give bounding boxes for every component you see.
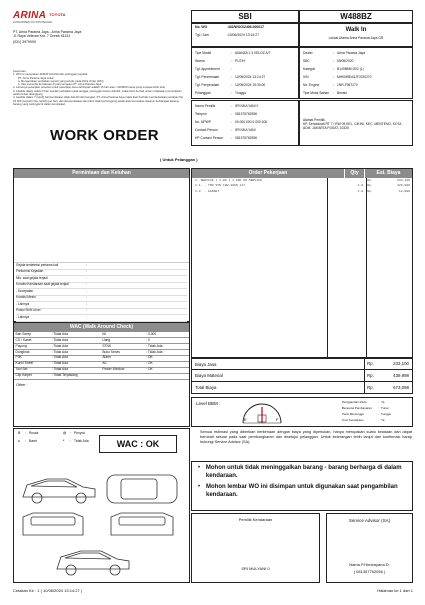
service-option	[342, 418, 412, 424]
vehicle-field-row	[303, 58, 409, 66]
vehicle-field-row	[303, 82, 409, 90]
document-title: WORK ORDER	[50, 127, 159, 144]
bullet-icon: •	[198, 484, 201, 490]
vehicle-field-value: B1408BM-G02 (1)	[337, 66, 364, 71]
complaint-text-area[interactable]	[14, 178, 189, 263]
contact-field-label: Nama Pemilik	[195, 103, 216, 108]
complaint-field-colon: :	[86, 301, 87, 306]
service-option-colon: :	[378, 412, 379, 417]
contact-field-colon: :	[231, 135, 232, 140]
svg-text:F: F	[276, 417, 279, 422]
wac-item-value: : Tidak Ada	[50, 332, 101, 337]
contact-info-left	[191, 100, 299, 146]
legend-symbol: X	[18, 431, 21, 435]
vehicle-field-value: 10/06/2024 13:14:27	[235, 74, 266, 79]
wac-item-label	[101, 373, 145, 379]
order-line-desc: 1.2. - GASKET	[195, 188, 220, 193]
wac-item-value: : OK	[145, 355, 179, 361]
wac-item-label: AC	[101, 361, 145, 367]
wac-item-value	[184, 373, 189, 379]
order-line-desc: 1. SERVICE [ 1.00 ] 1.000 KM SERVICE	[195, 177, 262, 182]
legend-label: Rusak	[29, 431, 39, 435]
contact-field-label: No. NPWP	[195, 119, 211, 124]
wac-item-label: Uang	[101, 337, 145, 343]
wac-item-label: Dongkrak	[14, 349, 50, 355]
fuel-section	[191, 397, 413, 427]
vehicle-field-value: Arina Parama Jaya	[337, 50, 366, 55]
vehicle-field-label: Tgl. Penyerahan	[195, 82, 220, 87]
vehicle-info-right	[299, 47, 413, 99]
complaint-field-colon: :	[86, 295, 87, 300]
wac-item-label: Clip Karpet	[14, 373, 50, 379]
total-label: Total Biaya	[192, 382, 365, 393]
order-line-desc: 1.1. - TMO SYN 10W-40SN 117	[195, 183, 246, 188]
plate-box	[299, 10, 413, 23]
vehicle-field-value: 10/06/2024 15:30:00	[235, 82, 266, 87]
complaint-field-label: - Lainnya	[16, 301, 30, 306]
contact-field-value: SRI MULYANI	[235, 127, 256, 132]
vehicle-field-value: MHKM5EA3JFJ030270	[337, 74, 372, 79]
wac-item-value: : OK	[145, 361, 179, 367]
order-line-amount: 233,100	[397, 177, 410, 182]
wac-item-value: : Tidak Ada	[145, 349, 179, 355]
license-plate: W488BZ	[340, 11, 372, 21]
order-line-qty: 1.0	[357, 188, 364, 193]
vehicle-field-value: 1NR-F057270	[337, 82, 358, 87]
wac-ok-status: WAC : OK	[116, 438, 160, 449]
contact-field-row	[195, 119, 295, 127]
vehicle-field-colon: :	[333, 58, 334, 63]
terms-item: 3. Apabila dalam waktu 3 hari setelah perbaikan pada tanggal, pelanggan belum diambil, maka kami berhak untuk melakukan pemindahan parkir beban ditanggung	[13, 89, 182, 97]
document-subtitle: ( Untuk Pelanggan )	[160, 157, 198, 162]
vehicle-field-label: Tgl. Appointment	[195, 66, 220, 71]
dealer-address: Jl. Raya Veteran Km. 7 Gresik 61131	[13, 34, 71, 39]
vehicle-field-label: Pelanggan	[195, 90, 211, 95]
legend-label: Penyok	[74, 431, 85, 435]
legend-separator: :	[70, 431, 71, 435]
vehicle-field-row	[195, 50, 295, 58]
wac-ok-box	[99, 435, 177, 453]
total-value: 233,100	[393, 361, 409, 367]
complaint-field-colon: :	[86, 269, 87, 274]
service-option-value: Ya	[381, 400, 385, 405]
order-line-qty: 4.0	[357, 183, 364, 188]
wac-item-label: Alarm	[101, 355, 145, 361]
service-option-colon: :	[378, 400, 379, 405]
total-currency: Rp.	[367, 384, 374, 390]
order-line-currency: Rp.	[367, 177, 373, 182]
vehicle-field-colon: :	[231, 58, 232, 63]
vehicle-field-label: Tipe Motor Bahan	[303, 90, 330, 95]
vehicle-field-value: Bensin	[337, 90, 348, 95]
service-option-value: Tunggu	[381, 412, 392, 417]
contact-field-colon: :	[231, 127, 232, 132]
complaint-field	[16, 315, 187, 322]
toyota-logo: TOYOTA	[49, 12, 66, 18]
qty-divider	[327, 178, 328, 359]
wac-item-value: : 0,000	[145, 332, 179, 337]
wo-status-box	[299, 23, 413, 47]
vehicle-field-label: No. Engine	[303, 82, 320, 87]
owner-address: KP. Sendokrati RT 7 / RW 05 KEL. CIKINI, KEC. MENTENG, KOTA ADM. JAKARTA PUSAT, 10330	[303, 122, 402, 131]
vehicle-field-row	[303, 50, 409, 58]
branch-code: SBI	[238, 11, 252, 21]
wac-item-value: : OK	[145, 367, 179, 373]
service-option-value: Ya	[381, 418, 385, 423]
vehicle-field-label: SBC	[303, 58, 310, 63]
wac-item-label: Buku Servis	[101, 349, 145, 355]
car-top-view-diagram	[17, 459, 187, 579]
wac-item-value: : Tidak Ada	[50, 343, 101, 349]
contact-field-value: 081375762556	[235, 135, 258, 140]
total-label: Biaya Material	[192, 370, 365, 381]
complaint-field-label: Gejala terdeteksi pertama kali	[16, 262, 59, 267]
terms-item: a. Mengerjakan perbaikan seperti yang tertulis pada Work Order (WO)	[18, 79, 104, 83]
terms-section	[13, 70, 185, 106]
complaint-field-colon: :	[86, 262, 87, 267]
service-option-value: Tunai	[381, 406, 389, 411]
contact-field-colon: :	[231, 119, 232, 124]
terms-item: b. Jika mencoba kendaraan di jual mengetes PT. Arina Parama Jaya	[18, 83, 102, 87]
complaint-field-label: Kondisi Mesin	[16, 295, 36, 300]
wo-number-box	[191, 23, 299, 47]
vehicle-field-row	[303, 74, 409, 82]
contact-info-right	[299, 100, 413, 146]
dealer-phone: (031) 3979999	[13, 40, 36, 45]
complaint-field-colon: :	[86, 308, 87, 313]
owner-signature-label: Pemilik Kendaraan	[238, 517, 273, 522]
wac-item-label: Kit	[101, 332, 145, 337]
legend-symbol: =	[18, 438, 20, 443]
dealer-name: PT. Arina Parama Jaya - Arina Parama Jaya	[13, 30, 82, 34]
vehicle-field-row	[303, 90, 409, 98]
vehicle-field-value: 05/05/2020	[337, 58, 354, 63]
vehicle-field-colon: :	[333, 90, 334, 95]
wac-item-value	[145, 373, 179, 379]
complaint-field-colon: :	[86, 288, 87, 293]
vehicle-field-label: Kategori	[303, 66, 316, 71]
dealer-info	[13, 30, 173, 44]
owner-signature-box	[191, 513, 320, 583]
vehicle-field-label: Dealer	[303, 50, 313, 55]
wac-other: Other :	[16, 382, 28, 387]
service-option-label: Perlu Menunggu	[342, 412, 365, 417]
vehicle-info-left	[191, 47, 299, 99]
wac-item-value: : Tidak Ada	[50, 349, 101, 355]
wac-item-label: Power Window	[101, 367, 145, 373]
vehicle-field-colon: :	[231, 74, 232, 79]
legend-symbol: *	[63, 438, 65, 443]
vehicle-field-colon: :	[333, 66, 334, 71]
fuel-gauge-icon	[239, 401, 285, 425]
vehicle-field-row	[195, 74, 295, 82]
vehicle-field-row	[195, 58, 295, 66]
service-option-label: Bersama Pembayaran	[342, 406, 372, 411]
brand-logo	[13, 10, 83, 25]
wac-item-label: Ban Serep	[14, 332, 50, 337]
total-currency: Rp.	[367, 372, 374, 378]
wac-item-value: : Tidak Ada	[50, 337, 101, 343]
complaint-field-label: - Kecepatan	[16, 288, 34, 293]
legend-label: Tidak Ada	[74, 438, 89, 443]
vehicle-field-value: PUTIH	[235, 58, 245, 63]
wac-item-value: : 0	[145, 337, 179, 343]
price-divider	[366, 178, 367, 359]
terms-item: 2. Lamanya pekerjaan tersebut untuk pekerjaan General Repair adalah 15 hari atau / 1000KM mana yang tercapai lebih dulu	[13, 86, 165, 90]
vehicle-field-label: Tgl. Penerimaan	[195, 74, 220, 79]
order-line-amount: 12,000	[398, 188, 410, 193]
legend-item	[18, 432, 63, 436]
qty-header: Qty	[345, 169, 365, 178]
vehicle-field-colon: :	[333, 74, 334, 79]
wac-item-label: STNK	[101, 343, 145, 349]
owner-address-label: Alamat Pemilik	[303, 117, 325, 122]
sa-signature-phone: ( 081357762056 )	[353, 569, 386, 575]
contact-field-row	[195, 127, 295, 135]
service-option-colon: :	[378, 406, 379, 411]
contact-field-colon: :	[231, 111, 232, 116]
contact-field-row	[195, 111, 295, 119]
totals-section	[191, 358, 413, 394]
sa-signature-name: Nama P.Hindrayana D.	[349, 562, 390, 568]
wo-no-label: No. WO	[195, 25, 208, 29]
contact-field-label: Telepon	[195, 111, 207, 116]
wac-item-label: Payung	[14, 343, 50, 349]
price-header: Est. Biaya	[365, 169, 412, 178]
wo-date-value: 10/06/2024 13:14:27	[227, 32, 260, 37]
contact-field-colon: :	[231, 103, 232, 108]
legend-separator: :	[25, 438, 26, 443]
legend-separator: :	[70, 438, 71, 443]
total-label: Biaya Jasa	[192, 359, 365, 369]
wac-item-value: : Tidak Terpasang	[50, 373, 101, 379]
wac-item-value: : Tidak Ada	[50, 355, 101, 361]
contact-field-row	[195, 103, 295, 111]
service-option-label: Cuci Kendaraan	[342, 418, 364, 423]
vehicle-field-colon: :	[231, 90, 232, 95]
legend-separator: :	[25, 431, 26, 435]
vehicle-field-row	[303, 66, 409, 74]
wac-item-value: : Tidak Ada	[50, 361, 101, 367]
service-option-label: Penggantian Parts	[342, 400, 367, 405]
wo-date-colon: :	[227, 32, 228, 37]
vehicle-field-colon: :	[333, 82, 334, 87]
wac-item-value: : Tidak Ada	[145, 343, 179, 349]
page-number: Halaman ke 1 dari 1	[377, 588, 413, 593]
vehicle-field-colon: :	[231, 50, 232, 55]
order-section	[191, 168, 413, 358]
wo-location: Lokasi Utama Arina Parama Jaya GR	[328, 35, 384, 40]
vehicle-field-value: Tunggu	[235, 90, 247, 95]
order-line-amount: 426,000	[397, 183, 410, 188]
total-value: 673,098	[393, 384, 409, 390]
wac-item-label: P3K	[14, 355, 50, 361]
vehicle-field-colon: :	[333, 50, 334, 55]
complaint-field-label: Mis. saat gejala terjadi	[16, 275, 48, 280]
complaint-field-label: - Lainnya	[16, 314, 30, 319]
vehicle-field-colon: :	[231, 82, 232, 87]
order-line-currency: Rp.	[367, 188, 373, 193]
total-row	[191, 370, 413, 382]
vehicle-field-label: Tipe Model	[195, 50, 212, 55]
wo-no-colon: :	[227, 25, 228, 29]
wac-item-value: : Tidak Ada	[50, 367, 101, 373]
notice-item: Mohon lembar WO ini disimpan untuk digunakan saat pengambilan kendaraan.	[206, 484, 398, 498]
complaint-field-label: Posisi Shift Lever	[16, 308, 41, 313]
contact-field-value: 081375762556	[235, 111, 258, 116]
wo-date-label: Tgl / Jam	[195, 32, 209, 37]
contact-field-value: SRI MULYANI 0	[235, 103, 259, 108]
sa-signature-box	[326, 513, 413, 583]
wac-item-label: Tool Set	[14, 367, 50, 373]
vehicle-field-row	[195, 90, 295, 98]
vehicle-field-value: AVANZA 1.3 VELOZ A/T	[235, 50, 271, 55]
vehicle-field-label: VIN	[303, 74, 309, 79]
complaint-field-colon: :	[86, 282, 87, 287]
total-value: 439,998	[393, 372, 409, 378]
contact-field-row	[195, 135, 295, 143]
wac-header: WAC (Walk Around Check)	[14, 323, 189, 332]
legend-symbol: @	[63, 431, 67, 435]
complaint-field-colon: :	[86, 275, 87, 280]
order-line	[192, 189, 412, 195]
print-info: Cetakan Ke : 1 ( 10/06/2024 13:14:27 )	[13, 588, 83, 593]
complaint-field-label: Frekuensi Kejadian	[16, 269, 44, 274]
wo-no-value: 432/WOG/2406-000017	[227, 25, 264, 29]
wac-row	[14, 373, 189, 379]
terms-item: PT. Arina Parama Jaya untuk :	[18, 76, 55, 80]
complaint-field-colon: :	[86, 314, 87, 319]
legend-label: Baret	[29, 438, 37, 443]
vehicle-field-label: Warna	[195, 58, 205, 63]
total-currency: Rp.	[367, 361, 374, 367]
owner-signature-name: SRI MULYANI 0	[241, 566, 270, 572]
sa-signature-label: Service Advisor (SA)	[348, 518, 391, 523]
terms-item: 4. Apabila dalam 7 (tujuh) hari kendaraan tidak diambil dari bengkel, PT. Arina Parama Jaya maka kami berhak membebankan penitipan Rp. 15.000 (sepuluh ribu rupiah) per hari, dan jika kendaraan dan kami tidak bertanggung jawab atas kerusakan ataupun kehilangan barang-barang yang tertinggal di dalam kendaraan	[13, 96, 184, 106]
bullet-icon: •	[198, 465, 201, 471]
wac-section	[13, 322, 190, 427]
wac-item-label: Kunci Sheel	[14, 361, 50, 367]
vehicle-field-row	[195, 82, 295, 90]
svg-text:E: E	[244, 417, 247, 422]
brand-logo-text: ARINA	[13, 10, 47, 21]
contact-field-label: Contact Person	[195, 127, 218, 132]
contact-field-value: 00.000.000.0-000.000	[235, 119, 268, 124]
complaint-field-label: Kondisi Kendaraan saat gejala terjadi	[16, 282, 69, 287]
order-header: Order Pekerjaan	[192, 169, 345, 178]
total-row	[191, 382, 413, 394]
order-line-currency: Rp.	[367, 183, 373, 188]
service-option-colon: :	[378, 418, 379, 423]
wac-item-label: CD / Kaset	[14, 337, 50, 343]
legend-item	[18, 440, 63, 444]
terms-title: Ketentuan :	[13, 70, 28, 73]
disclaimer-text: Semua estimasi yang diberikan berkenaan dengan biaya yang diperlukan, hanya merupakan suatu keadaan dan dapat berubah sesuai pada saat pembongkaran dan disetujui pelanggan. Untuk keterangan lebih lanjut dan konfirmasi harap hubungi Service Advisor (SA).	[200, 430, 412, 444]
total-row	[191, 358, 413, 370]
vehicle-field-colon: :	[231, 66, 232, 71]
notice-item: Mohon untuk tidak meninggalkan barang - barang berharga di dalam kendaraan.	[205, 465, 402, 479]
contact-field-label: HP Contact Person	[195, 135, 224, 140]
complaint-header: Permintaan dan Keluhan	[14, 169, 189, 178]
wo-status: Walk In	[345, 27, 367, 33]
fuel-label: Level BBM :	[196, 401, 221, 406]
brand-tagline: AUTHORIZED TOYOTA DEALER	[13, 21, 52, 24]
branch-box	[191, 10, 299, 23]
complaint-section	[13, 168, 190, 322]
notice-box	[191, 461, 413, 511]
vehicle-field-row	[195, 66, 295, 74]
terms-item: 1. WO ini merupakan SURAT KUASA dari pelanggan kepada	[13, 73, 88, 77]
